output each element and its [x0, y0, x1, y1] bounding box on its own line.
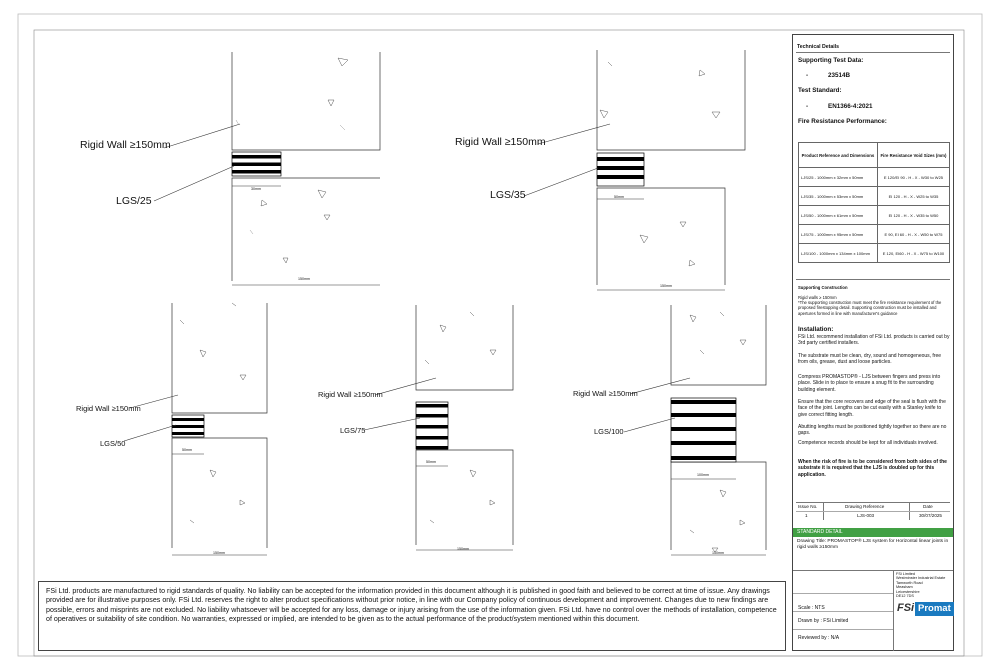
rev-ref-value: LJS-003 [857, 513, 875, 518]
disclaimer-box [38, 581, 786, 651]
test-ref-dash: - [806, 72, 809, 79]
label-lgs25: LGS/25 [116, 195, 152, 207]
double-up-note: When the risk of fire is to be considered from both sides of the substrate it is required that the LJS is doubled up for this application. [798, 459, 947, 478]
company-address [896, 572, 945, 598]
installation-paragraph-6: Competence records should be kept for all individuals involved. [798, 440, 938, 446]
dim-gap-lgs35: 50mm [614, 195, 624, 199]
address-line: Measham [896, 585, 913, 590]
table-row [799, 225, 950, 244]
address-line: Leicestershire [896, 589, 920, 594]
installation-paragraph-5: Abutting lengths must be positioned tightly together so there are no gaps. [798, 424, 947, 437]
installation-paragraph-2: The substrate must be clean, dry, sound and homogeneous, free from oils, grease, dust and loose particles. [798, 353, 942, 366]
table-row [799, 187, 950, 206]
detail-lgs75 [364, 305, 513, 550]
table-row [799, 244, 950, 263]
label-lgs75: LGS/75 [340, 426, 366, 435]
detail-lgs50 [124, 303, 267, 555]
table-cell-product: LJS/75 - 1000mm x 95mm x 50mm [799, 225, 878, 244]
label-lgs35: LGS/35 [490, 189, 526, 201]
label-rigid-wall-5: Rigid Wall ≥150mm [573, 389, 638, 398]
rev-header-ref: Drawing Reference [845, 504, 885, 509]
technical-details-panel [792, 34, 954, 651]
fire-resistance-heading: Fire Resistance Performance: [798, 118, 887, 125]
table-cell-product: LJS/35 - 1000mm x 53mm x 50mm [799, 187, 878, 206]
address-line: DE12 7DS [896, 594, 914, 599]
dim-wall-lgs25: 150mm [298, 277, 310, 281]
dim-gap-lgs50: 50mm [182, 448, 192, 452]
table-cell-product: LJS/25 - 1000mm x 32mm x 50mm [799, 168, 878, 187]
detail-lgs100 [624, 305, 766, 555]
supporting-test-data-heading: Supporting Test Data: [798, 57, 864, 64]
table-cell-product: LJS/50 - 1000mm x 61mm x 50mm [799, 206, 878, 225]
rev-header-issue: Issue No. [798, 504, 818, 509]
test-standard-heading: Test Standard: [798, 87, 842, 94]
installation-paragraph-4: Ensure that the core recovers and edge of the seal is flush with the face of the joint. Lengths can be cut easily with a Stanley knife to give correct fitting length. [798, 399, 946, 418]
label-lgs50: LGS/50 [100, 439, 126, 448]
installation-paragraph-1: FSi Ltd. recommend installation of FSi Ltd. products is carried out by 3rd party certified installers. [798, 334, 950, 347]
table-cell-rating: E 120, EI60 - H - X - W75 to W100 [877, 244, 949, 263]
table-cell-rating: E 90, EI 60 - H - X - W50 to W75 [877, 225, 949, 244]
table-header-rating: Fire Resistance Void Sizes (mm) [877, 143, 949, 168]
dim-gap-lgs25: 30mm [251, 187, 261, 191]
table-row [799, 206, 950, 225]
dim-wall-lgs50: 150mm [213, 551, 225, 555]
test-standard-value: EN1366-4:2021 [828, 103, 873, 110]
fsi-promat-logo [897, 602, 951, 616]
address-line: Westminster Industrial Estate [896, 576, 946, 581]
standard-detail-banner: STANDARD DETAIL [793, 528, 953, 537]
installation-paragraph-3: Compress PROMASTOP® - LJS between fingers and press into place. Slide in to place to ensure a snug fit to the surrounding building element. [798, 374, 941, 393]
dim-wall-lgs75: 150mm [457, 547, 469, 551]
drawing-title: Drawing Title: PROMASTOP® LJS system for Horizontal linear joints in rigid walls ≥150mm [797, 539, 949, 550]
dim-wall-lgs100: 150mm [712, 551, 724, 555]
disclaimer-text: FSi Ltd. products are manufactured to rigid standards of quality. No liability can be accepted for the information provided in this document although it is published in good faith and believed to be correct at time of issue. Any drawings provided are for illustrative purposes only. FSi Ltd. reserves the right to alter product specifications without prior notice, in line with our Company policy of continuous development and improvement. Changes due to new findings are possible, errors and misprints are not excluded. No liability whatsoever will be accepted for any loss, damage or injury arising from the use of the information given. FSi Ltd. have no control over the methods of installation, competence of operatives or suitability of site condition. No warranties, expressed or implied, are intended to be given as to the actual performance of the product/system mentioned within this document. [46, 587, 777, 624]
label-rigid-wall-4: Rigid Wall ≥150mm [318, 390, 383, 399]
table-cell-product: LJS/100 - 1000mm x 134mm x 100mm [799, 244, 878, 263]
address-line: FSi Limited [896, 572, 915, 576]
dim-gap-lgs100: 100mm [697, 473, 709, 477]
standard-dash: - [806, 103, 809, 110]
label-rigid-wall-3: Rigid Wall ≥150mm [76, 404, 141, 413]
label-lgs100: LGS/100 [594, 427, 624, 436]
dim-gap-lgs75: 50mm [426, 460, 436, 464]
label-rigid-wall-1: Rigid Wall ≥150mm [80, 139, 171, 151]
installation-heading: Installation: [798, 326, 834, 333]
detail-lgs35 [524, 50, 745, 290]
drawn-by-label: Drawn by : FSi Limited [798, 618, 849, 624]
detail-lgs25 [154, 52, 380, 285]
table-header-product: Product Reference and Dimensions [799, 143, 878, 168]
reviewed-by-label: Reviewed by : N/A [798, 635, 840, 641]
address-line: Tamworth Road [896, 580, 923, 585]
fire-resistance-table [798, 142, 950, 263]
label-rigid-wall-2: Rigid Wall ≥150mm [455, 136, 546, 148]
supporting-construction-heading: Supporting Construction [798, 285, 848, 290]
fsi-logo-text: FSi [897, 602, 915, 614]
rev-header-date: Date [923, 504, 933, 509]
scale-label: Scale : NTS [798, 605, 825, 611]
rev-date-value: 30/07/2025 [919, 513, 942, 518]
promat-logo-text: Promat [915, 602, 954, 616]
supporting-construction-line1: Rigid walls ≥ 150mm [798, 295, 837, 300]
rev-issue-value: 1 [805, 513, 808, 518]
dim-wall-lgs35: 150mm [660, 284, 672, 288]
technical-details-heading: Technical Details [797, 44, 839, 50]
test-ref-value: 23514B [828, 72, 851, 79]
table-cell-rating: E 120/EI 90 - H - X - W30 to W25 [877, 168, 949, 187]
table-row [799, 168, 950, 187]
table-cell-rating: EI 120 - H - X - W25 to W35 [877, 187, 949, 206]
supporting-construction-note: *The supporting construction must meet the fire resistance requirement of the proposed firestopping detail. Supporting construction must be installed and apertures formed in line with manufacturer's guidance [798, 300, 942, 316]
table-cell-rating: EI 120 - H - X - W35 to W50 [877, 206, 949, 225]
